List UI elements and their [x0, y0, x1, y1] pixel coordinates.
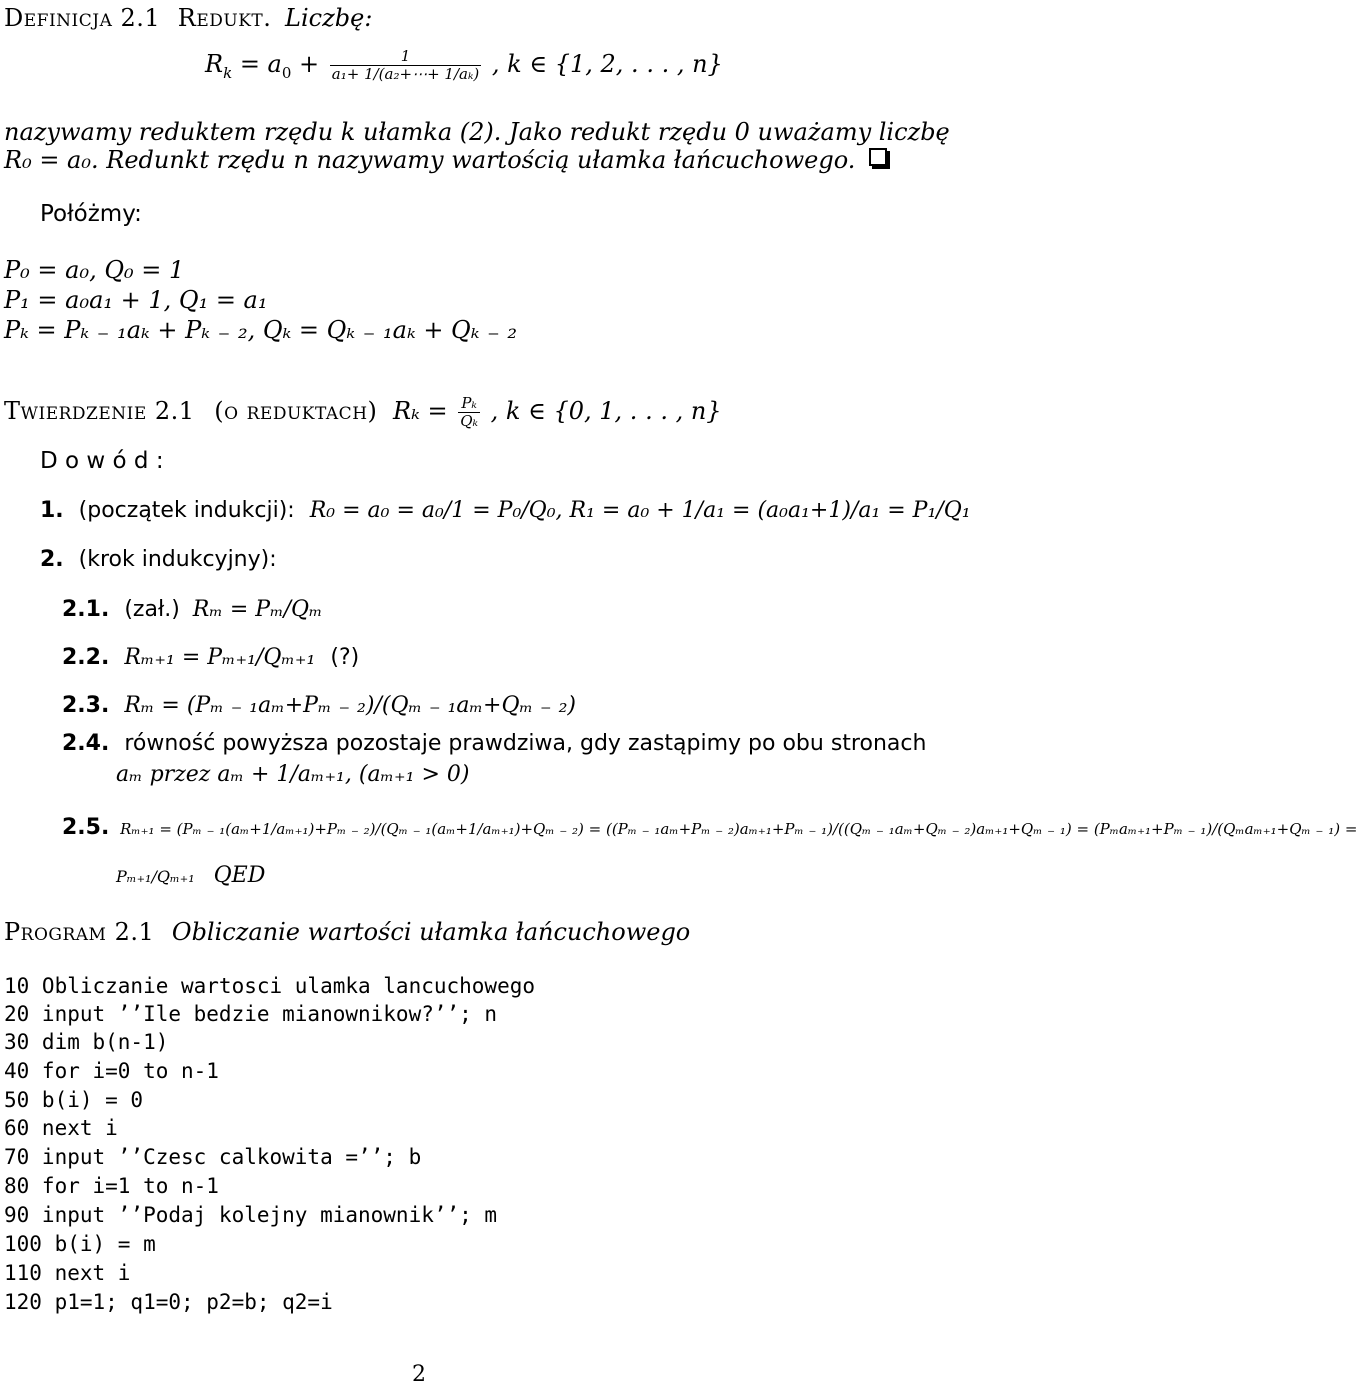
proof-step-2-3: [62, 692, 576, 720]
code-line: 90 input ’’Podaj kolejny mianownik’’; m: [4, 1203, 498, 1227]
proof-step-2-1: [62, 596, 323, 624]
code-line: 70 input ’’Czesc calkowita =’’; b: [4, 1145, 422, 1169]
code-line: 120 p1=1; q1=0; p2=b; q2=i: [4, 1290, 333, 1314]
theorem-frac-num: Pₖ: [461, 394, 477, 412]
setup-line-1: P₀ = a₀, Q₀ = 1: [4, 256, 185, 284]
code-line: 20 input ’’Ile bedzie mianownikow?’’; n: [4, 1002, 498, 1026]
step-2-1-label: 2.1.: [62, 597, 110, 622]
code-line: 100 b(i) = m: [4, 1232, 156, 1256]
formula-eq-sub: 0: [281, 63, 292, 82]
step-2-3-label: 2.3.: [62, 693, 110, 718]
proof-step-2-2: [62, 644, 359, 672]
page-number: 2: [412, 1362, 426, 1387]
code-line: 110 next i: [4, 1261, 131, 1285]
step-2-4-label: 2.4.: [62, 731, 110, 756]
proof-step-2: [40, 546, 277, 574]
step-2-text: (krok indukcyjny):: [78, 547, 277, 572]
proof-step-2-5: [62, 815, 1357, 840]
step-2-2-tail: (?): [330, 645, 360, 670]
step-1-math: R₀ = a₀ = a₀/1 = P₀/Q₀, R₁ = a₀ + 1/a₁ = (a₀a₁+1)/a₁ = P₁/Q₁: [309, 498, 971, 523]
definition-name: Redukt.: [177, 4, 272, 32]
definition-intro: Liczbę:: [285, 4, 373, 32]
theorem-lhs: Rₖ =: [393, 397, 448, 425]
end-of-definition-icon: [869, 148, 887, 166]
proof-step-2-4-cont: aₘ przez aₘ + 1/aₘ₊₁, (aₘ₊₁ > 0): [116, 762, 470, 787]
program-label: Program 2.1: [4, 918, 155, 946]
definition-label: Definicja 2.1: [4, 4, 161, 32]
proof-step-1: [40, 497, 971, 525]
code-line: 50 b(i) = 0: [4, 1088, 144, 1112]
step-2-5-math: Rₘ₊₁ = (Pₘ ₋ ₁(aₘ+1/aₘ₊₁)+Pₘ ₋ ₂)/(Qₘ ₋ ₁(aₘ+1/aₘ₊₁)+Qₘ ₋ ₂) = ((Pₘ ₋ ₁aₘ+Pₘ ₋ ₂)aₘ₊₁+Pₘ ₋ ₁)/((Qₘ ₋ ₁aₘ+Qₘ ₋ ₂)aₘ₊₁+Qₘ ₋ ₁) = (Pₘaₘ₊₁+Pₘ ₋ ₁)/(Qₘaₘ₊₁+Qₘ ₋ ₁) =: [120, 820, 1357, 838]
formula-frac-den: a₁+ 1/(a₂+⋯+ 1/aₖ): [331, 65, 480, 83]
step-2-label: 2.: [40, 547, 64, 572]
program-title: Obliczanie wartości ułamka łańcuchowego: [171, 918, 691, 946]
step-2-5-label: 2.5.: [62, 815, 110, 840]
code-line: 40 for i=0 to n-1: [4, 1059, 219, 1083]
formula-eq: = a: [239, 50, 282, 78]
theorem-frac-den: Qₖ: [460, 412, 479, 430]
formula-plus: +: [299, 50, 320, 78]
formula-frac-num: 1: [400, 47, 411, 65]
step-2-1-math: Rₘ = Pₘ/Qₘ: [192, 597, 323, 622]
step-2-2-math: Rₘ₊₁ = Pₘ₊₁/Qₘ₊₁: [124, 645, 316, 670]
definition-text-2-content: R₀ = a₀. Redunkt rzędu n nazywamy wartością ułamka łańcuchowego.: [4, 146, 856, 174]
code-line: 60 next i: [4, 1116, 118, 1140]
program-heading: [4, 918, 690, 946]
theorem-label: Twierdzenie 2.1: [4, 397, 195, 425]
definition-text-1: nazywamy reduktem rzędu k ułamka (2). Jako redukt rzędu 0 uważamy liczbę: [4, 118, 950, 146]
formula-tail: , k ∈ {1, 2, . . . , n}: [491, 50, 723, 78]
definition-formula: [205, 48, 723, 87]
proof-step-2-4: [62, 730, 926, 758]
theorem: [4, 395, 722, 430]
setup-line-3: Pₖ = Pₖ ₋ ₁aₖ + Pₖ ₋ ₂, Qₖ = Qₖ ₋ ₁aₖ + Qₖ ₋ ₂: [4, 316, 518, 344]
formula-lhs-sub: k: [223, 63, 233, 82]
setup-line-2: P₁ = a₀a₁ + 1, Q₁ = a₁: [4, 286, 268, 314]
theorem-fraction: [458, 395, 480, 430]
step-2-1-text: (zał.): [124, 597, 180, 622]
step-2-2-label: 2.2.: [62, 645, 110, 670]
setup-intro: Połóżmy:: [40, 201, 142, 227]
code-line: 10 Obliczanie wartosci ulamka lancuchowego: [4, 974, 536, 998]
step-2-4-text: równość powyższa pozostaje prawdziwa, gdy zastąpimy po obu stronach: [124, 731, 927, 756]
step-1-label: 1.: [40, 498, 64, 523]
qed-mark: QED: [213, 863, 266, 888]
definition-heading: [4, 4, 372, 32]
step-2-5-end: Pₘ₊₁/Qₘ₊₁: [116, 867, 195, 886]
definition-text-2: [4, 146, 887, 174]
proof-heading: D o w ó d :: [40, 448, 164, 474]
code-line: 30 dim b(n-1): [4, 1030, 169, 1054]
step-1-text: (początek indukcji):: [78, 498, 295, 523]
step-2-3-math: Rₘ = (Pₘ ₋ ₁aₘ+Pₘ ₋ ₂)/(Qₘ ₋ ₁aₘ+Qₘ ₋ ₂): [124, 693, 576, 718]
code-line: 80 for i=1 to n-1: [4, 1174, 219, 1198]
theorem-tail: , k ∈ {0, 1, . . . , n}: [490, 397, 722, 425]
theorem-name: (o reduktach): [214, 397, 378, 425]
proof-step-2-5-cont: [116, 862, 265, 891]
formula-lhs: R: [205, 50, 224, 78]
formula-fraction: [330, 48, 481, 83]
